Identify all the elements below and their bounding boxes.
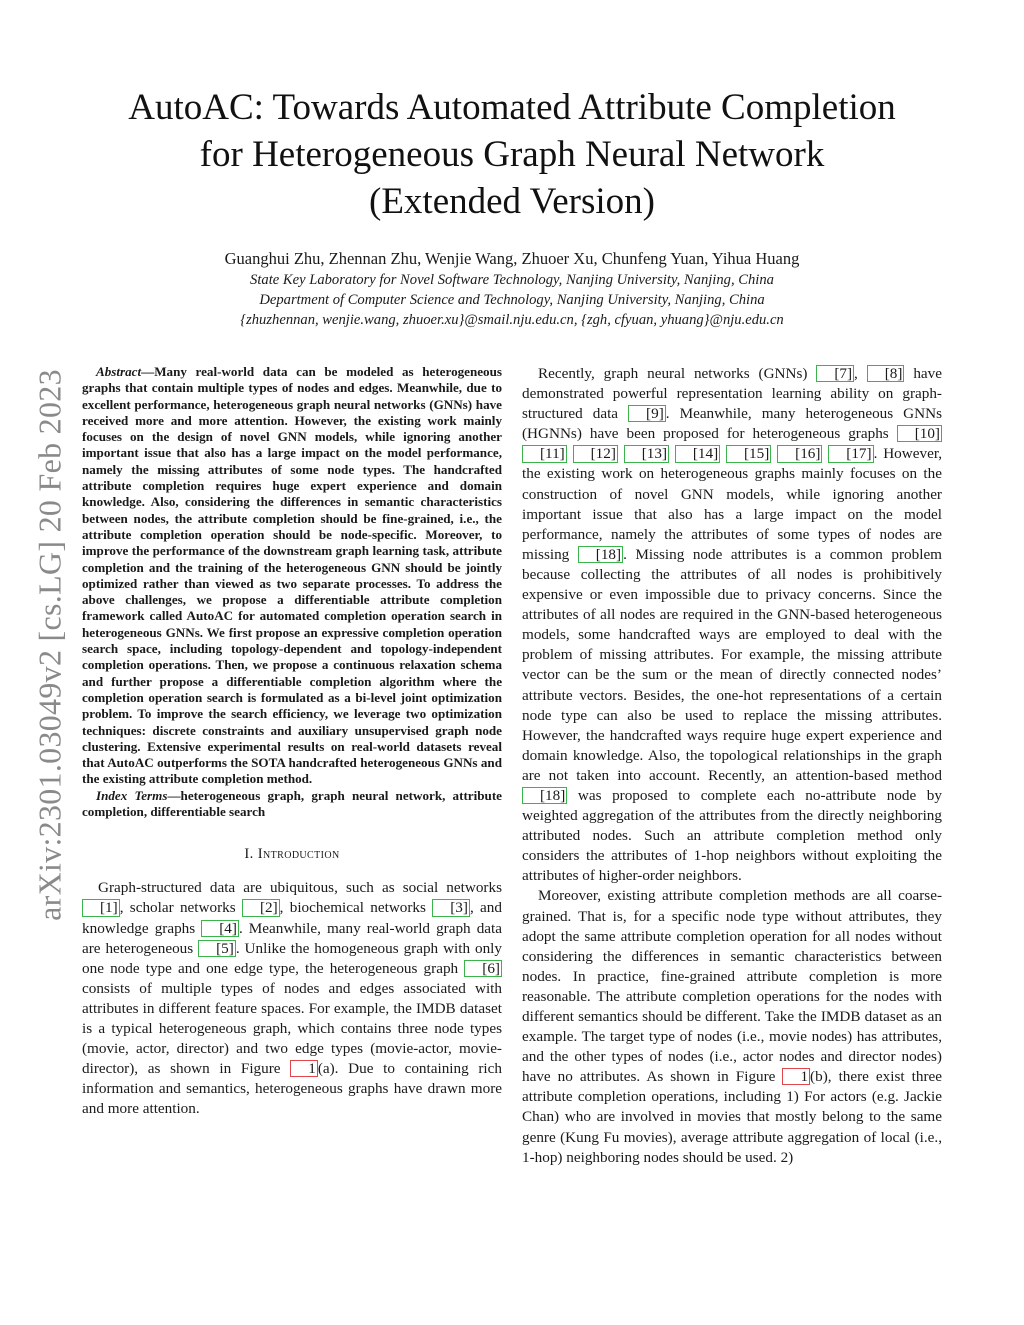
citation-link[interactable]: [18] — [578, 546, 623, 563]
title-line: (Extended Version) — [369, 181, 655, 222]
affiliations — [60, 270, 964, 330]
citation-link[interactable]: [14] — [675, 445, 720, 462]
email-line: {zhuzhennan, wenjie.wang, zhuoer.xu}@smail.nju.edu.cn, {zgh, cfyuan, yhuang}@nju.edu.cn — [240, 312, 784, 328]
title-line: for Heterogeneous Graph Neural Network — [199, 134, 825, 175]
citation-link[interactable]: [7] — [816, 365, 854, 382]
section-heading: I. Introduction — [244, 846, 340, 863]
left-column — [82, 364, 502, 1119]
arxiv-stamp — [26, 345, 74, 945]
right-column — [522, 364, 942, 1168]
citation-link[interactable]: [16] — [777, 445, 822, 462]
citation-link[interactable]: [6] — [464, 960, 502, 977]
citation-link[interactable]: [13] — [624, 445, 669, 462]
intro-paragraph: Graph-structured data are ubiquitous, such as social networks [1] , scholar networks [2] , biochemical networks [3] , and knowledge graphs [4] . Meanwhile, many real-world graph data are heterogeneous [5] . Unlike the homogeneous graph with only one node type and one edge type, the heterogeneous graph [6] consists of multiple types of nodes and edges associated with attributes in different feature spaces. For example, the IMDB dataset is a typical heterogeneous graph, which contains three node types (movie, actor, director) and two edge types (movie-actor, movie-director), as shown in Figure 1 (a). Due to containing rich information and semantics, heterogeneous graphs have drawn more and more attention. — [82, 879, 502, 1118]
citation-link[interactable]: [12] — [573, 445, 618, 462]
title-line: AutoAC: Towards Automated Attribute Completion — [128, 87, 896, 128]
citation-link[interactable]: [9] — [628, 405, 666, 422]
citation-link[interactable]: [2] — [242, 899, 280, 916]
author-list: Guanghui Zhu, Zhennan Zhu, Wenjie Wang, Zhuoer Xu, Chunfeng Yuan, Yihua Huang — [224, 249, 800, 268]
figure-reference-link[interactable]: 1 — [290, 1060, 318, 1077]
paper-title — [60, 84, 964, 225]
citation-link[interactable]: [18] — [522, 787, 567, 804]
citation-link[interactable]: [3] — [432, 899, 470, 916]
body-paragraph: Recently, graph neural networks (GNNs) [7] , [8] have demonstrated powerful representation learning ability on graph-structured data [9] . Meanwhile, many heterogeneous GNNs (HGNNs) have been proposed for heterogeneous graphs [10] [11] [12] [13] [14] [15] [16] [17] . However, the existing work on heterogeneous graphs mainly focuses on the construction of novel GNN models, while ignoring another important issue that also has a large impact on the model performance, namely the attributes of some types of nodes are missing [18] . Missing node attributes is a common problem because collecting the attributes of all nodes is prohibitively expensive or even impossible due to privacy concerns. Since the attributes of all nodes are required in the GNN-based heterogeneous models, some handcrafted ways are employed to deal with the problem of missing attributes. For example, the missing attribute vector can be the sum or the mean of directly connected nodes’ attribute vectors. Besides, the one-hot representations of a certain node type can also be used to replace the missing attributes. However, the handcrafted ways require huge expert experience and domain knowledge. Also, the topological relationships in the graph are not taken into account. Recently, an attention-based method [18] was proposed to complete each no-attribute node by weighted aggregation of the attributes from the directly neighboring attributed nodes. Such an attribute completion method only considers the attributes of 1-hop neighbors without exploiting the attributes of higher-order neighbors. — [522, 365, 943, 885]
citation-link[interactable]: [1] — [82, 899, 120, 916]
index-terms — [82, 788, 502, 821]
index-terms-label: Index Terms — [96, 787, 168, 803]
citation-link[interactable]: [10] — [897, 425, 942, 442]
arxiv-stamp-text: arXiv:2301.03049v2 [cs.LG] 20 Feb 2023 — [31, 369, 68, 921]
affiliation-line: State Key Laboratory for Novel Software Technology, Nanjing University, Nanjing, China — [250, 272, 774, 288]
citation-link[interactable]: [15] — [726, 445, 771, 462]
abstract-text: —Many real-world data can be modeled as heterogeneous graphs that contain multiple types of nodes and edges. Meanwhile, due to excellent performance, heterogeneous graph neural networks (GNNs) have received more and more attention. However, the existing work mainly focuses on the design of novel GNN models, while ignoring another important issue that also has a large impact on the model performance, namely the missing attributes of some node types. The handcrafted attribute completion requires huge expert experience and domain knowledge. Also, considering the differences in semantic characteristics between nodes, the attribute completion should be fine-grained, i.e., the attribute completion operation should be node-specific. Moreover, to improve the performance of the downstream graph learning task, attribute completion and the training of the heterogeneous GNN should be jointly optimized rather than viewed as two separate processes. To address the above challenges, we propose a differentiable attribute completion framework called AutoAC for automated completion operation search in heterogeneous GNNs. We first propose an expressive completion operation search space, including topology-dependent and topology-independent completion operations. Then, we propose a continuous relaxation schema and further propose a differentiable completion algorithm where the completion operation search is formulated as a bi-level joint optimization problem. To improve the search efficiency, we leverage two optimization techniques: discrete constraints and auxiliary unsupervised graph node clustering. Extensive experimental results on real-world datasets reveal that AutoAC outperforms the SOTA handcrafted heterogeneous GNNs and the existing attribute completion method. — [82, 364, 502, 787]
figure-reference-link[interactable]: 1 — [782, 1068, 810, 1085]
citation-link[interactable]: [8] — [867, 365, 905, 382]
citation-link[interactable]: [5] — [198, 940, 236, 957]
citation-link[interactable]: [11] — [522, 445, 567, 462]
body-paragraph: Moreover, existing attribute completion methods are all coarse-grained. That is, for a specific node type without attributes, they adopt the same attribute completion operation for all nodes without considering the differences in semantic characteristics between nodes. In practice, fine-grained attribute completion is more reasonable. The attribute completion operations for the nodes with different semantics should be different. Take the IMDB dataset as an example. The target type of nodes (i.e., movie nodes) has attributes, and the other types of nodes (i.e., actor nodes and director nodes) have no attributes. As shown in Figure 1 (b), there exist three attribute completion operations, including 1) For actors (e.g. Jackie Chan) who are involved in movies that mostly belong to the same genre (Kung Fu movies), average attribute aggregation of local (i.e., 1-hop) neighboring nodes should be used. 2) — [522, 887, 942, 1166]
index-terms-text: —heterogeneous graph, graph neural network, attribute completion, differentiable search — [82, 787, 502, 820]
citation-link[interactable]: [17] — [828, 445, 873, 462]
abstract-label: Abstract — [96, 364, 142, 379]
citation-link[interactable]: [4] — [201, 920, 239, 937]
affiliation-line: Department of Computer Science and Technology, Nanjing University, Nanjing, China — [259, 292, 765, 308]
abstract — [82, 364, 502, 788]
